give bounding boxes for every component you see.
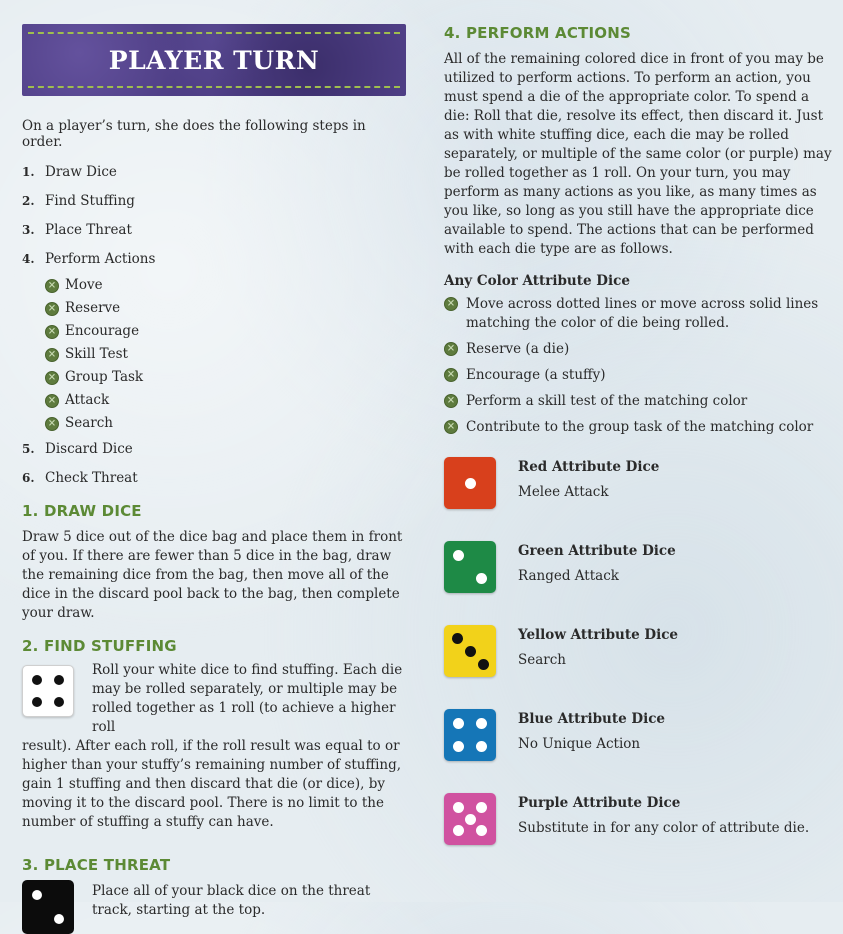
list-item (45, 412, 410, 435)
any-color-item: Encourage (a stuffy) (466, 367, 606, 383)
find-stuffing-text-1: Roll your white dice to find stuffing. Each die may be rolled separately, or multiple may be rolled together as 1 roll (to achieve a higher roll (92, 662, 403, 735)
subitem-label: Reserve (65, 300, 121, 316)
turn-steps-list (22, 158, 410, 493)
list-item (444, 295, 834, 333)
die-title: Yellow Attribute Dice (518, 627, 679, 643)
dice-row (444, 625, 834, 677)
list-item (45, 343, 410, 366)
actions-sublist (22, 274, 410, 435)
die-description: Melee Attack (518, 484, 609, 500)
page-title: PLAYER TURN (108, 45, 320, 75)
dice-row (444, 457, 834, 509)
step-number: 1. (22, 165, 35, 179)
step-number: 2. (22, 194, 35, 208)
bullet-icon (444, 368, 458, 382)
die-icon (444, 625, 496, 677)
player-turn-banner (22, 24, 406, 96)
subitem-label: Attack (65, 392, 110, 408)
die-icon (444, 709, 496, 761)
die-pip (452, 633, 463, 644)
step-item (22, 216, 410, 245)
left-column (22, 24, 410, 934)
subitem-label: Encourage (65, 323, 140, 339)
step-label: Draw Dice (45, 164, 117, 180)
die-description: Ranged Attack (518, 568, 619, 584)
bullet-icon (444, 420, 458, 434)
find-stuffing-block (22, 661, 410, 832)
die-title: Blue Attribute Dice (518, 711, 666, 727)
die-pip (453, 550, 464, 561)
list-item (45, 366, 410, 389)
die-pip (476, 741, 487, 752)
right-column (444, 24, 834, 845)
perform-actions-heading: 4. PERFORM ACTIONS (444, 24, 631, 42)
die-title: Red Attribute Dice (518, 459, 660, 475)
die-pip (465, 478, 476, 489)
list-item (444, 340, 834, 359)
list-item (45, 320, 410, 343)
die-pip (453, 825, 464, 836)
die-description: Substitute in for any color of attribute die. (518, 820, 810, 836)
step-item (22, 245, 410, 435)
any-color-item: Contribute to the group task of the matching color (466, 419, 814, 435)
step-item (22, 158, 410, 187)
find-stuffing-heading: 2. FIND STUFFING (22, 637, 177, 655)
die-title: Green Attribute Dice (518, 543, 676, 559)
any-color-list (444, 295, 834, 437)
die-pip (453, 802, 464, 813)
die-info (518, 793, 809, 836)
step-item (22, 464, 410, 493)
draw-dice-text: Draw 5 dice out of the dice bag and place them in front of you. If there are fewer than 5 dice in the bag, draw the remaining dice from the bag, then move all of the dice in the discard pool back to the bag, then complete your draw. (22, 529, 403, 621)
die-pip (476, 573, 487, 584)
die-info (518, 709, 665, 752)
die-pip (465, 814, 476, 825)
black-die-icon (22, 880, 74, 934)
list-item (444, 366, 834, 385)
bullet-icon (444, 394, 458, 408)
step-item (22, 187, 410, 216)
die-title: Purple Attribute Dice (518, 795, 681, 811)
list-item (45, 389, 410, 412)
die-pip (476, 802, 487, 813)
step-label: Discard Dice (45, 441, 133, 457)
any-color-heading: Any Color Attribute Dice (444, 273, 630, 289)
step-number: 3. (22, 223, 35, 237)
step-number: 4. (22, 252, 35, 266)
die-pip (453, 741, 464, 752)
bullet-icon (444, 342, 458, 356)
dice-row (444, 709, 834, 761)
any-color-item: Perform a skill test of the matching color (466, 393, 748, 409)
step-label: Check Threat (45, 470, 138, 486)
die-icon (444, 793, 496, 845)
die-pip (453, 718, 464, 729)
die-pip (465, 646, 476, 657)
step-number: 5. (22, 442, 35, 456)
subitem-label: Move (65, 277, 103, 293)
die-info (518, 457, 659, 500)
step-label: Find Stuffing (45, 193, 135, 209)
die-description: No Unique Action (518, 736, 641, 752)
intro-text: On a player’s turn, she does the following steps in order. (22, 118, 366, 150)
list-item (444, 418, 834, 437)
bullet-icon (45, 417, 59, 431)
die-pip (478, 659, 489, 670)
bullet-icon (45, 302, 59, 316)
subitem-label: Search (65, 415, 113, 431)
subitem-label: Group Task (65, 369, 144, 385)
die-description: Search (518, 652, 566, 668)
step-label: Perform Actions (45, 251, 156, 267)
any-color-item: Move across dotted lines or move across solid lines matching the color of die being rolled. (466, 296, 819, 331)
die-icon (444, 457, 496, 509)
list-item (45, 274, 410, 297)
draw-dice-heading: 1. DRAW DICE (22, 502, 142, 520)
bullet-icon (45, 325, 59, 339)
place-threat-text: Place all of your black dice on the threat track, starting at the top. (92, 883, 371, 918)
perform-actions-text: All of the remaining colored dice in front of you may be utilized to perform actions. To perform an action, you must spend a die of the appropriate color. To spend a die: Roll that die, resolve its effect, then discard it. Just as with white stuffing dice, each die may be rolled separately, or multiple of the same color (or purple) may be rolled together as 1 roll. On your turn, you may perform as many actions as you like, as many times as you like, so long as you still have the appropriate dice available to spend. The actions that can be performed with each die type are as follows. (444, 51, 832, 257)
list-item (444, 392, 834, 411)
white-die-icon (22, 665, 74, 717)
dice-list (444, 457, 834, 845)
die-info (518, 541, 676, 584)
any-color-item: Reserve (a die) (466, 341, 570, 357)
die-pip (476, 718, 487, 729)
die-pip (476, 825, 487, 836)
find-stuffing-text-2: result). After each roll, if the roll result was equal to or higher than your stuffy’s remaining number of stuffing, gain 1 stuffing and then discard that die (or dice), by moving it to the discard pool. There is no limit to the number of stuffing a stuffy can have. (22, 738, 402, 830)
step-number: 6. (22, 471, 35, 485)
bullet-icon (444, 297, 458, 311)
list-item (45, 297, 410, 320)
die-info (518, 625, 678, 668)
place-threat-block (22, 880, 410, 934)
bullet-icon (45, 371, 59, 385)
step-label: Place Threat (45, 222, 132, 238)
place-threat-heading: 3. PLACE THREAT (22, 856, 171, 874)
bullet-icon (45, 279, 59, 293)
dice-row (444, 793, 834, 845)
subitem-label: Skill Test (65, 346, 128, 362)
dice-row (444, 541, 834, 593)
die-icon (444, 541, 496, 593)
bullet-icon (45, 348, 59, 362)
step-item (22, 435, 410, 464)
bullet-icon (45, 394, 59, 408)
